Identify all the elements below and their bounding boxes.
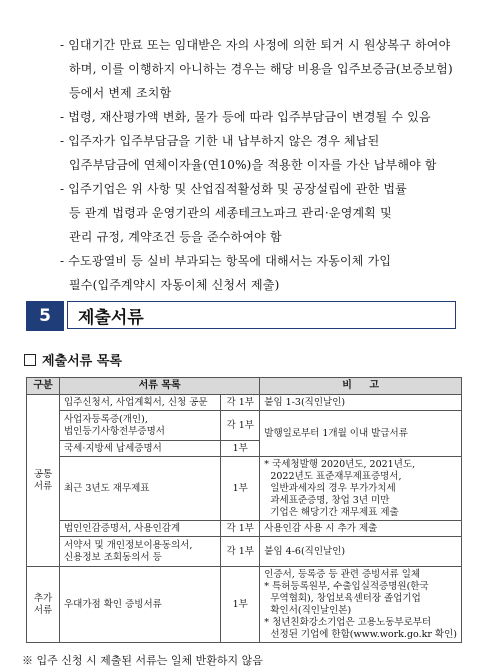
row-count: 1부 [221,567,260,643]
subheading-text: 제출서류 목록 [42,354,122,369]
bullet-line: 필수(입주계약시 자동이체 신청서 제출) [69,278,280,292]
row-count: 각 1부 [221,521,260,537]
row-count: 각 1부 [221,537,260,567]
section-header [26,301,458,331]
row-item: 입주신청서, 사업계획서, 신청 공문 [59,395,220,411]
bullet-line: - 수도광열비 등 실비 부과되는 항목에 대해서는 자동이체 가입 [60,254,392,268]
table-row [27,411,462,441]
table-row [27,395,462,411]
documents-table [26,377,462,643]
table-row [27,537,462,567]
table-row [27,567,462,643]
row-item: 최근 3년도 재무제표 [59,457,220,521]
square-icon [24,354,36,366]
footnote: ※ 입주 신청 시 제출된 서류는 일체 반환하지 않음 [22,654,263,667]
bullet-line: - 입주기업은 위 사항 및 산업집적활성화 및 공장설립에 관한 법률 [60,182,407,196]
row-item: 우대가점 확인 증빙서류 [59,567,220,643]
group-common: 공통 서류 [27,395,60,567]
section-title: 제출서류 [67,301,456,329]
row-item: 국세·지방세 납세증명서 [59,441,220,457]
row-count: 1부 [221,457,260,521]
bullet-line: 등에서 변제 조치함 [69,86,172,100]
bullet-line: 관리 규정, 계약조건 등을 준수하여야 함 [69,230,282,244]
row-note: 사용인감 사용 시 추가 제출 [260,521,462,537]
bullet-line: - 입주자가 입주부담금을 기한 내 납부하지 않은 경우 체납된 [60,134,380,148]
table-row [27,521,462,537]
subheading [24,350,122,369]
bullet-line: - 임대기간 만료 또는 임대받은 자의 사정에 의한 퇴거 시 원상복구 하여야 [60,38,451,52]
bullet-line: 등 관계 법령과 운영기관의 세종테크노파크 관리·운영계획 및 [69,206,392,220]
header-note: 비 고 [260,378,462,395]
bullet-line: 입주부담금에 연체이자율(연10%)을 적용한 이자를 가산 납부해야 함 [69,158,437,172]
table-row [27,457,462,521]
table-header-row [27,378,462,395]
row-count: 1부 [221,441,260,457]
row-item: 사업자등록증(개인), 법인등기사항전부증명서 [59,411,220,441]
header-item: 서류 목록 [59,378,259,395]
row-note: 붙임 1-3(직인날인) [260,395,462,411]
bullet-line: 하며, 이를 이행하지 아니하는 경우는 해당 비용을 입주보증금(보증보험) [69,62,453,76]
row-count: 각 1부 [221,395,260,411]
header-group: 구분 [27,378,60,395]
row-item: 법인인감증명서, 사용인감계 [59,521,220,537]
bullet-line: - 법령, 재산평가액 변화, 물가 등에 따라 입주부담금이 변경될 수 있음 [60,110,431,124]
row-count: 각 1부 [221,411,260,441]
section-number: 5 [26,301,64,331]
row-note: 발행일로부터 1개월 이내 발급서류 [260,411,462,457]
row-note: 붙임 4-6(직인날인) [260,537,462,567]
row-note: * 국세청발행 2020년도, 2021년도, 2022년도 표준재무제표증명서, 일반과세자의 경우 부가가치세 과세표준증명, 창업 3년 미만 기업은 해당기간 재무제표 제출 [260,457,462,521]
row-note: 인증서, 등록증 등 관련 증빙서류 일체 * 특허등록원부, 수출입실적증명원(한국 무역협회), 창업보육센터장 졸업기업 확인서(직인날인본) * 청년친화강소기업은 고용노동부로부터 선정된 기업에 한함(www.work.go.kr 확인) [260,567,462,643]
row-item: 서약서 및 개인정보이용동의서, 신용정보 조회동의서 등 [59,537,220,567]
group-extra: 추가 서류 [27,567,60,643]
